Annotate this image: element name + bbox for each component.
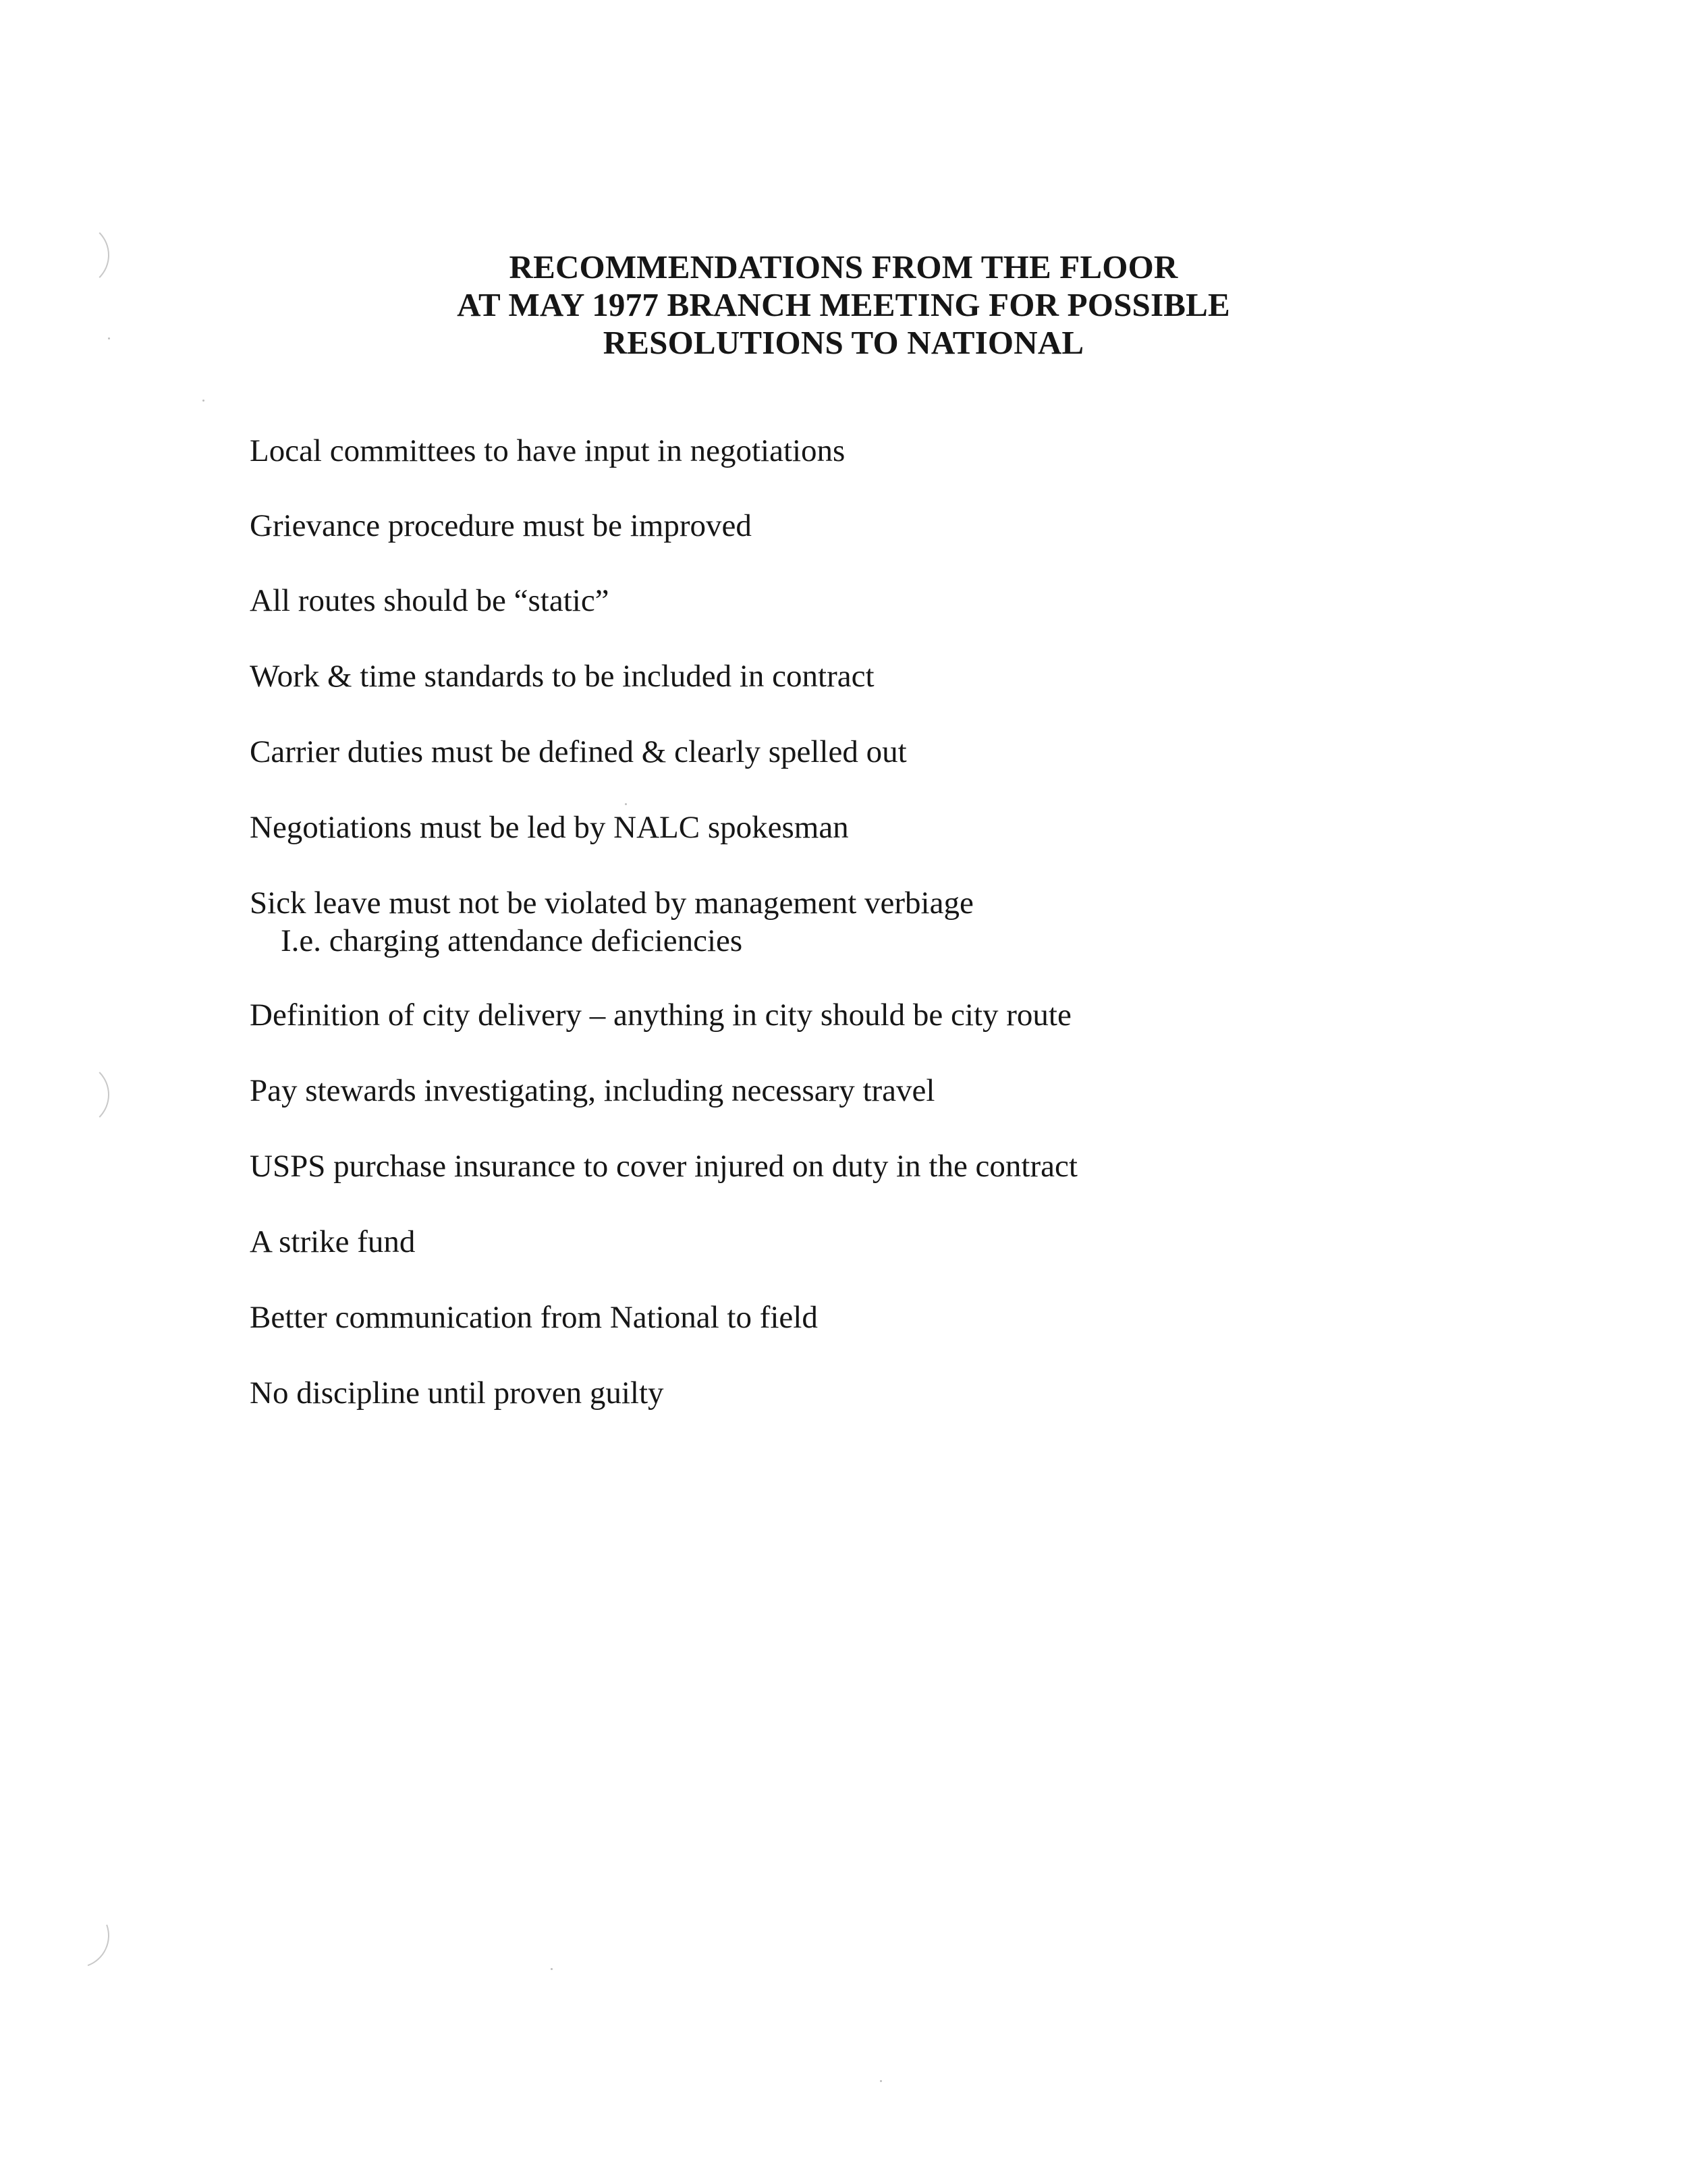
recommendation-item — [250, 1147, 1078, 1185]
recommendation-text: Sick leave must not be violated by management verbiage — [250, 885, 974, 921]
scan-speck — [880, 2080, 882, 2082]
recommendation-text: USPS purchase insurance to cover injured on duty in the contract — [250, 1149, 1078, 1184]
scan-speck — [202, 400, 204, 402]
title-line-2: AT MAY 1977 BRANCH MEETING FOR POSSIBLE — [457, 286, 1230, 323]
recommendation-item — [250, 884, 974, 960]
recommendation-item — [250, 507, 752, 545]
recommendation-text: Pay stewards investigating, including necessary travel — [250, 1073, 935, 1108]
recommendation-text: Carrier duties must be defined & clearly spelled out — [250, 734, 907, 769]
recommendation-text: All routes should be “static” — [250, 583, 609, 618]
scan-speck — [625, 803, 627, 805]
document-title — [0, 248, 1687, 362]
recommendation-text: A strike fund — [250, 1224, 416, 1259]
recommendation-item — [250, 582, 609, 620]
punch-hole-bottom — [34, 1892, 120, 1979]
title-line-3: RESOLUTIONS TO NATIONAL — [603, 324, 1084, 361]
recommendation-subtext: I.e. charging attendance deficiencies — [281, 923, 743, 958]
recommendation-item — [250, 1299, 818, 1336]
recommendation-item — [250, 657, 875, 695]
punch-hole-middle — [45, 1062, 109, 1127]
recommendation-text: Local committees to have input in negotiations — [250, 433, 846, 468]
recommendation-item — [250, 996, 1072, 1034]
recommendation-text: Grievance procedure must be improved — [250, 508, 752, 543]
recommendation-text: No discipline until proven guilty — [250, 1375, 664, 1411]
recommendation-text: Work & time standards to be included in contract — [250, 659, 875, 694]
recommendation-item — [250, 432, 845, 470]
recommendation-item — [250, 1223, 415, 1261]
recommendation-text: Better communication from National to field — [250, 1300, 818, 1335]
recommendation-item — [250, 809, 849, 846]
recommendation-text: Definition of city delivery – anything in city should be city route — [250, 998, 1072, 1033]
recommendation-item — [250, 1374, 664, 1412]
recommendation-item — [250, 733, 907, 771]
recommendation-item — [250, 1072, 935, 1110]
title-line-1: RECOMMENDATIONS FROM THE FLOOR — [509, 248, 1178, 285]
scan-speck — [551, 1968, 553, 1970]
recommendation-text: Negotiations must be led by NALC spokesman — [250, 810, 849, 845]
